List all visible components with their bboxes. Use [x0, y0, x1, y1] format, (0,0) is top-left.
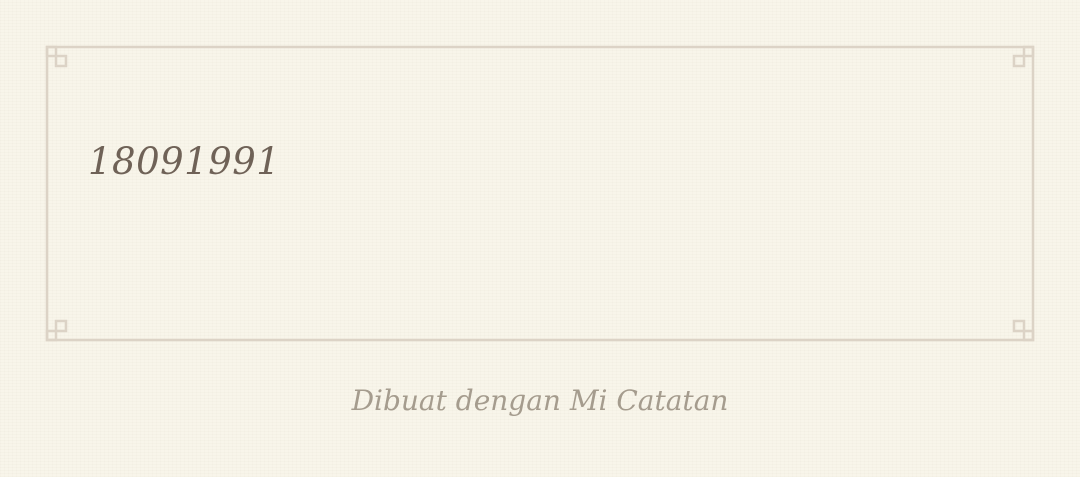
frame-corner-bottom-left [47, 321, 66, 340]
frame-corner-bottom-right [1014, 321, 1033, 340]
note-content: 18091991 [88, 140, 281, 183]
frame-corner-top-right [1014, 47, 1033, 66]
frame-corner-top-left [47, 47, 66, 66]
frame-border [47, 47, 1033, 340]
app-watermark: Dibuat dengan Mi Catatan [351, 384, 729, 417]
